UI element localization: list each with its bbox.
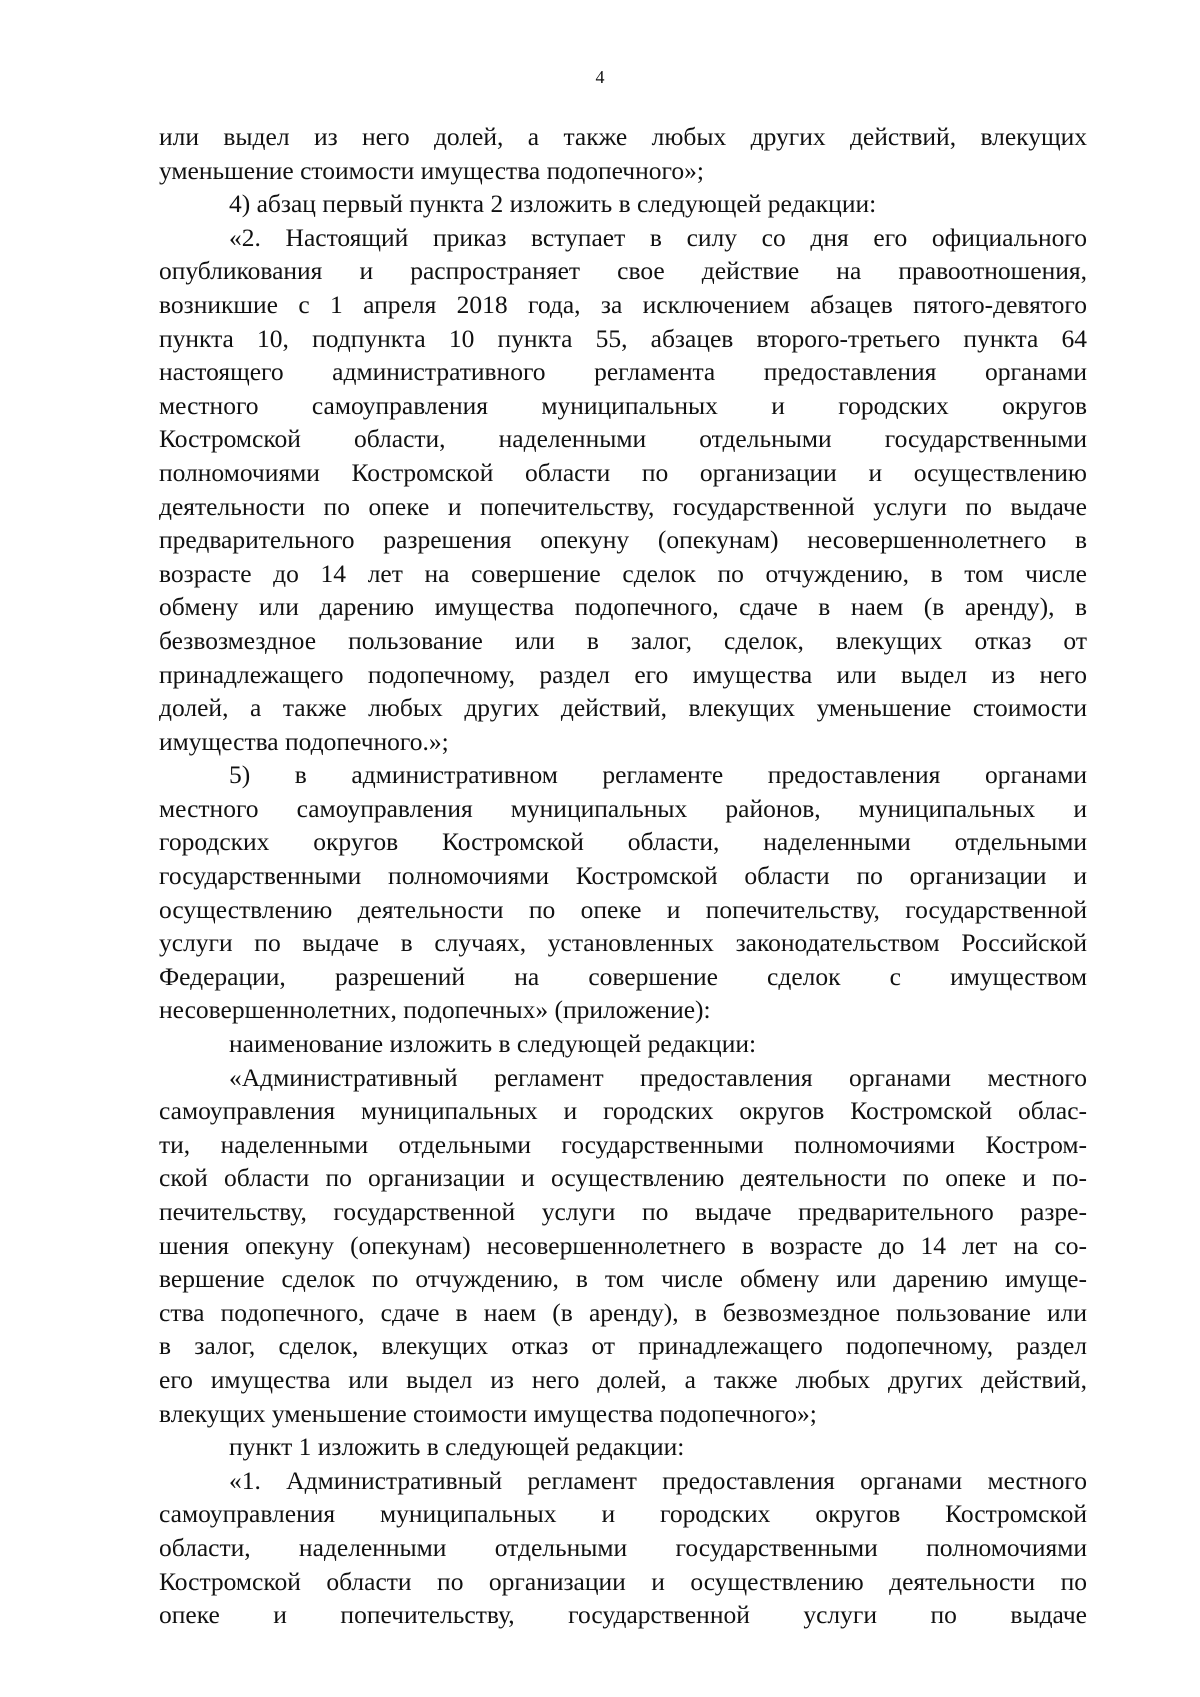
text-line: предварительного разрешения опекуну (опекунам) несовершеннолетнего в: [159, 525, 1087, 555]
text-line: пункт 1 изложить в следующей редакции:: [229, 1432, 685, 1462]
text-line: настоящего административного регламента предоставления органами: [159, 357, 1087, 387]
text-line: опубликования и распространяет свое действие на правоотношения,: [159, 256, 1087, 286]
text-line: шения опекуну (опекунам) несовершеннолетнего в возрасте до 14 лет на со-: [159, 1230, 1087, 1260]
text-line: ской области по организации и осуществлению деятельности по опеке и по-: [159, 1163, 1087, 1193]
text-line: наименование изложить в следующей редакции:: [229, 1029, 757, 1059]
text-line: городских округов Костромской области, наделенными отдельными: [159, 827, 1087, 857]
text-line: несовершеннолетних, подопечных» (приложение):: [159, 995, 711, 1025]
text-line: Костромской области, наделенными отдельными государственными: [159, 424, 1087, 454]
text-line: имущества подопечного.»;: [159, 726, 449, 756]
text-line: «2. Настоящий приказ вступает в силу со дня его официального: [229, 222, 1087, 252]
text-line: местного самоуправления муниципальных и городских округов: [159, 390, 1087, 420]
text-line: области, наделенными отдельными государственными полномочиями: [159, 1532, 1087, 1562]
document-body: [159, 120, 1087, 1632]
text-line: 5) в административном регламенте предоставления органами: [229, 760, 1087, 790]
text-line: опеке и попечительству, государственной услуги по выдаче: [159, 1600, 1087, 1630]
text-line: в залог, сделок, влекущих отказ от принадлежащего подопечному, раздел: [159, 1331, 1087, 1361]
text-line: 4) абзац первый пункта 2 изложить в следующей редакции:: [229, 189, 877, 219]
text-line: возникшие с 1 апреля 2018 года, за исключением абзацев пятого-девятого: [159, 289, 1087, 319]
text-line: его имущества или выдел из него долей, а также любых других действий,: [159, 1364, 1087, 1394]
text-line: уменьшение стоимости имущества подопечного»;: [159, 155, 704, 185]
text-line: Костромской области по организации и осуществлению деятельности по: [159, 1566, 1087, 1596]
text-line: государственными полномочиями Костромской области по организации и: [159, 861, 1087, 891]
text-line: ства подопечного, сдаче в наем (в аренду), в безвозмездное пользование или: [159, 1297, 1087, 1327]
text-line: принадлежащего подопечному, раздел его имущества или выдел из него: [159, 659, 1087, 689]
text-line: долей, а также любых других действий, влекущих уменьшение стоимости: [159, 693, 1087, 723]
text-line: полномочиями Костромской области по организации и осуществлению: [159, 457, 1087, 487]
text-line: влекущих уменьшение стоимости имущества подопечного»;: [159, 1398, 817, 1428]
text-line: возрасте до 14 лет на совершение сделок по отчуждению, в том числе: [159, 558, 1087, 588]
text-line: печительству, государственной услуги по выдаче предварительного разре-: [159, 1197, 1087, 1226]
page-number: 4: [595, 67, 605, 87]
text-line: «Административный регламент предоставления органами местного: [229, 1062, 1087, 1092]
text-line: местного самоуправления муниципальных районов, муниципальных и: [159, 793, 1087, 823]
text-line: обмену или дарению имущества подопечного, сдаче в наем (в аренду), в: [159, 592, 1087, 622]
text-line: осуществлению деятельности по опеке и попечительству, государственной: [159, 894, 1087, 924]
text-line: безвозмездное пользование или в залог, сделок, влекущих отказ от: [159, 625, 1087, 655]
text-line: или выдел из него долей, а также любых других действий, влекущих: [159, 122, 1087, 151]
text-line: услуги по выдаче в случаях, установленных законодательством Российской: [159, 928, 1087, 958]
text-line: самоуправления муниципальных и городских округов Костромской: [159, 1499, 1087, 1529]
text-line: самоуправления муниципальных и городских округов Костромской облас-: [159, 1096, 1087, 1126]
text-line: Федерации, разрешений на совершение сделок с имуществом: [159, 961, 1087, 991]
text-line: деятельности по опеке и попечительству, государственной услуги по выдаче: [159, 491, 1087, 521]
text-line: «1. Административный регламент предоставления органами местного: [229, 1465, 1087, 1495]
text-line: ти, наделенными отдельными государственными полномочиями Костром-: [159, 1129, 1087, 1159]
text-line: пункта 10, подпункта 10 пункта 55, абзацев второго-третьего пункта 64: [159, 323, 1087, 353]
text-line: вершение сделок по отчуждению, в том числе обмену или дарению имуще-: [159, 1264, 1087, 1294]
